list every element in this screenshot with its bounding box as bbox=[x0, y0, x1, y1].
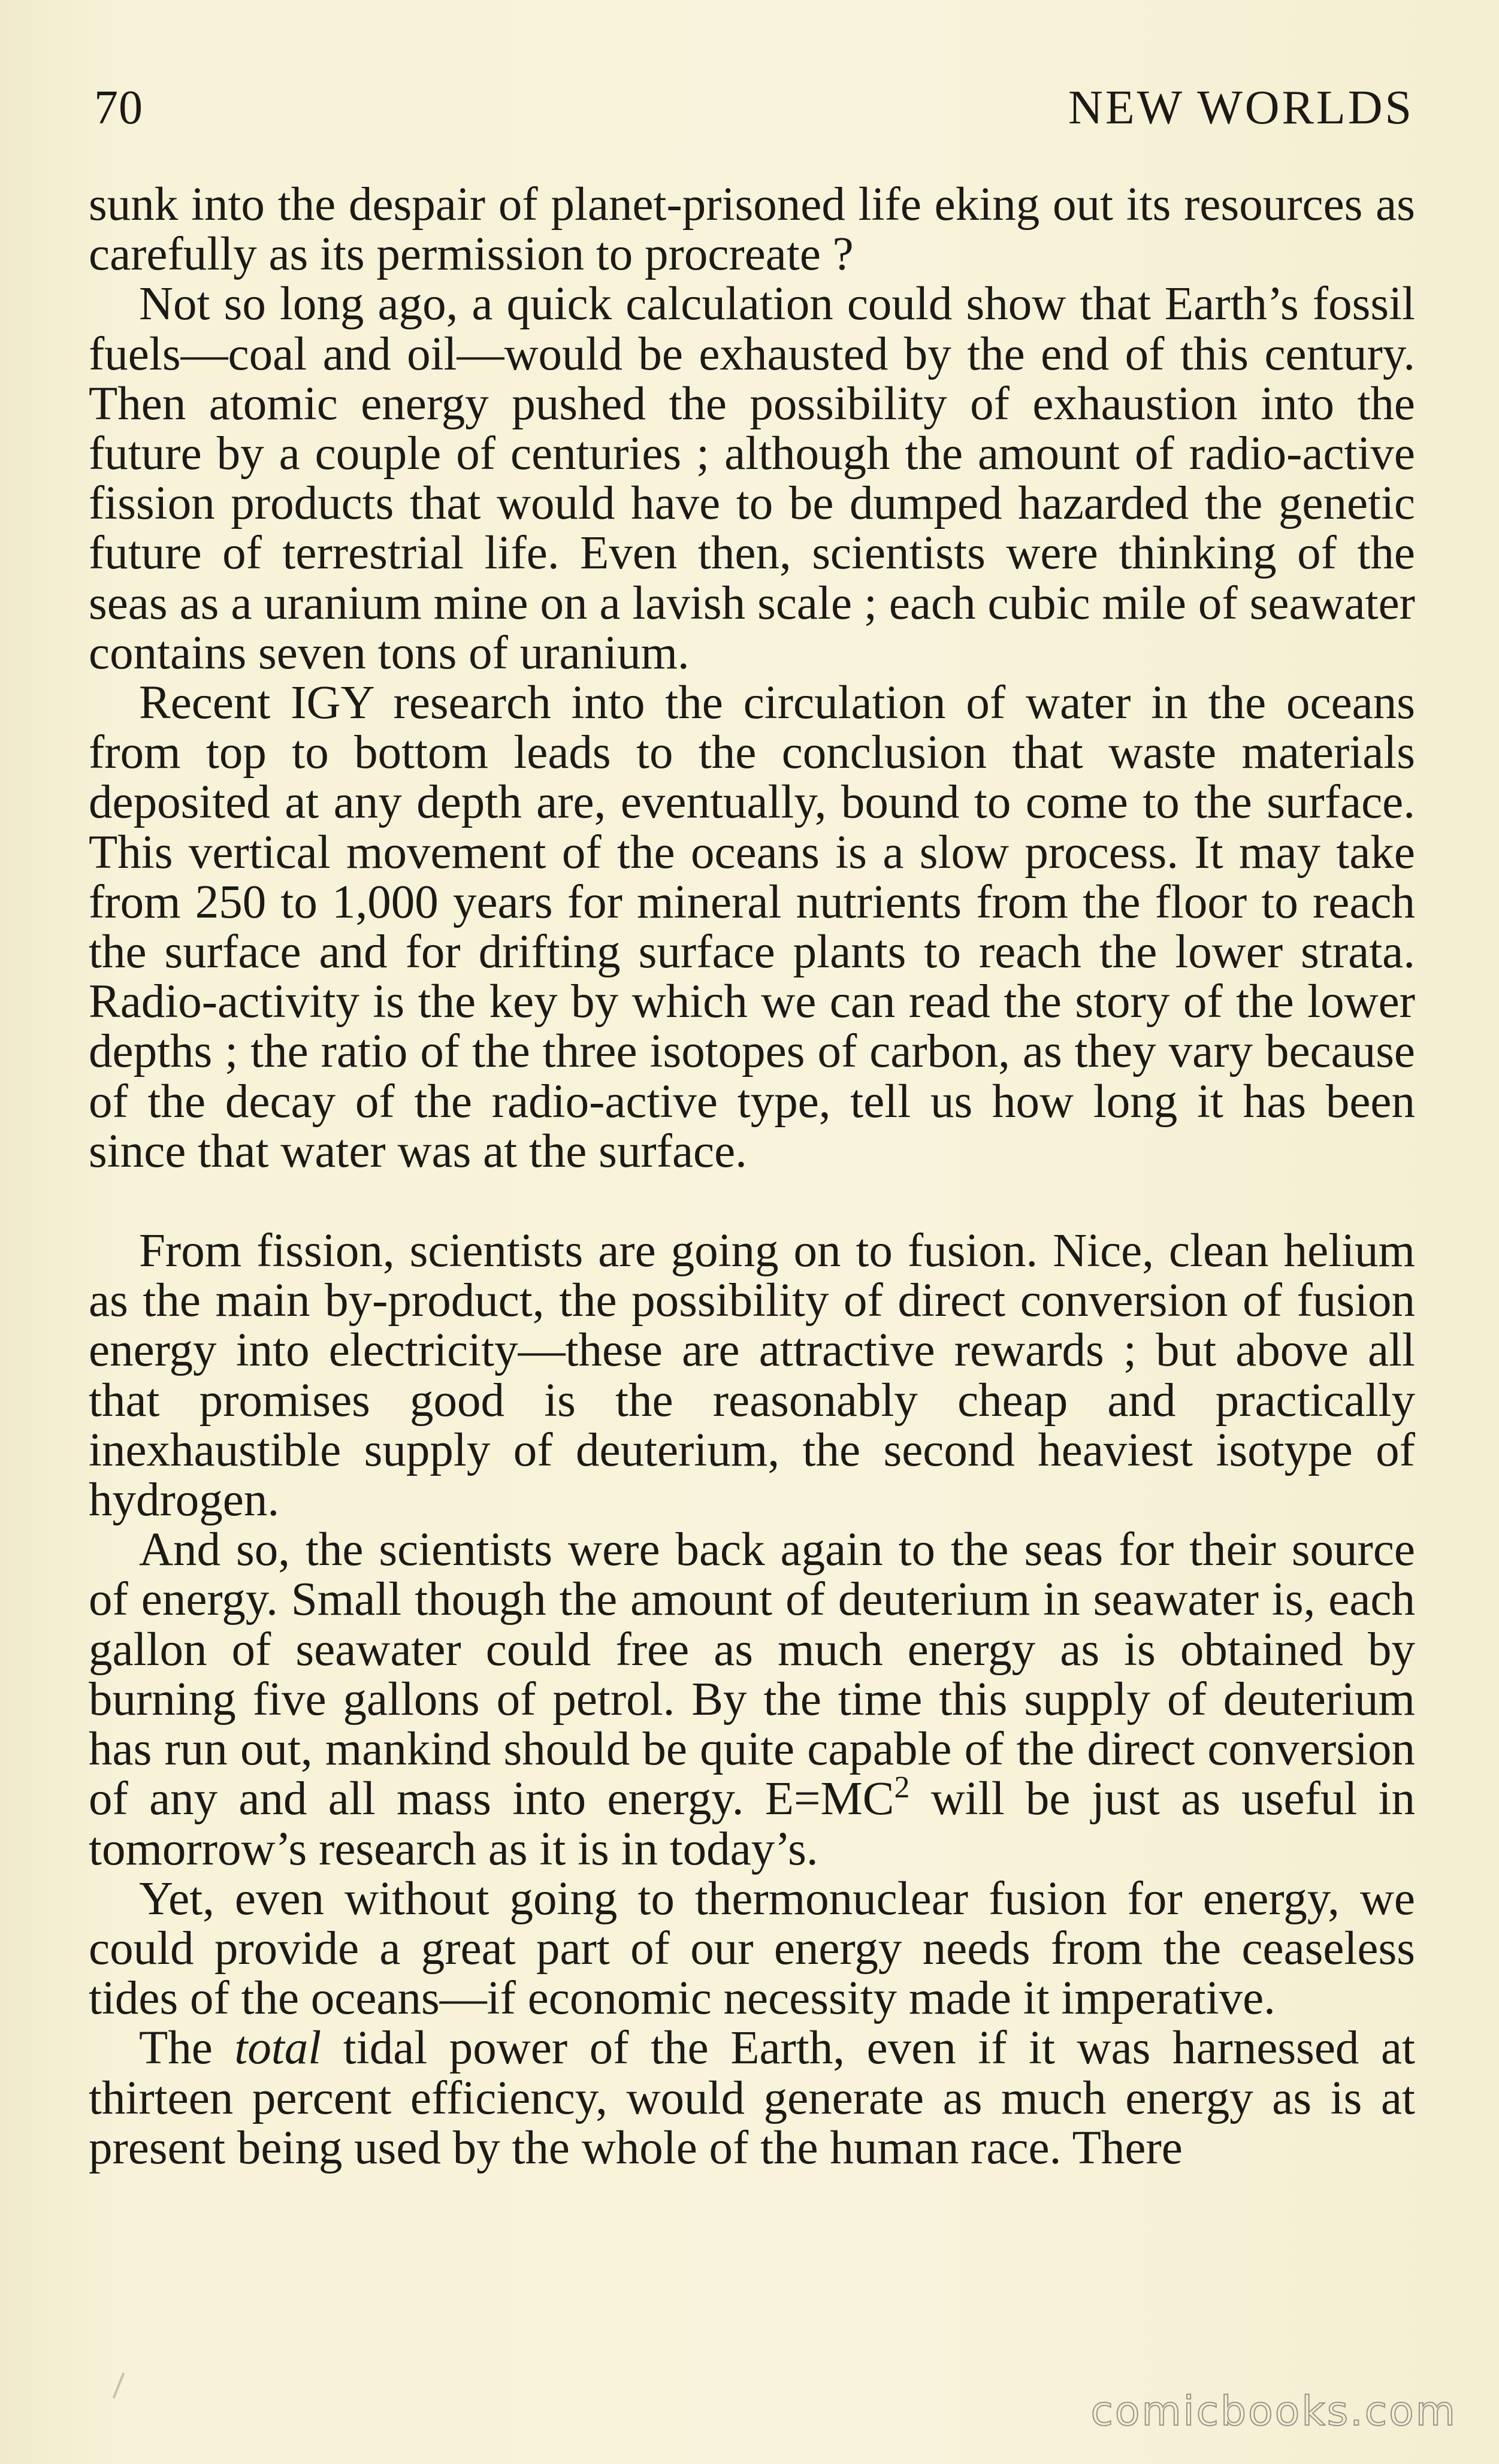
paragraph-deuterium-tail: will be just as useful in tomorrow’s research as it is in today’s. bbox=[89, 1773, 1415, 1875]
paragraph-igy-research: Recent IGY research into the circulation of water in the oceans from top to bottom leads to the conclusion that waste materials deposited at any depth are, eventually, bound to come to the surface. This vertical movement of the oceans is a slow process. It may take from 250 to 1,000 years for mineral nutrients from the floor to reach the surface and for drifting surface plants to reach the lower strata. Radio-activity is the key by which we can read the story of the lower depths ; the ratio of the three isotopes of carbon, as they vary because of the decay of the radio-active type, tell us how long it has been since that water was at the surface. bbox=[89, 677, 1415, 1177]
paragraph-deuterium bbox=[89, 1525, 1415, 1873]
paragraph-tides: Yet, even without going to thermonuclear fusion for energy, we could provide a great part of our energy needs from the ceaseless tides of the oceans—if economic necessity made it imperative. bbox=[89, 1872, 1415, 2025]
paragraph-tidal-power-lead: The bbox=[139, 2022, 235, 2075]
paragraph-tidal-power bbox=[89, 2023, 1415, 2173]
paragraph-fossil-fuels: Not so long ago, a quick calculation could show that Earth’s fossil fuels—coal and oil—would be exhausted by the end of this century. Then atomic energy pushed the possibility of exhaustion into the future by a couple of centuries ; although the amount of radio-active fission products that would have to be dumped hazarded the genetic future of terrestrial life. Even then, scientists were thinking of the seas as a uranium mine on a lavish scale ; each cubic mile of seawater contains seven tons of uranium. bbox=[89, 278, 1415, 679]
body-text bbox=[89, 180, 1415, 2173]
pencil-mark bbox=[113, 2372, 125, 2399]
paragraph-fusion: From fission, scientists are going on to fusion. Nice, clean helium as the main by-product, the possibility of direct conversion of fusion energy into electricity—these are attractive rewards ; but above all that promises good is the reasonably cheap and practically inexhaustible supply of deuterium, the second heaviest isotype of hydrogen. bbox=[89, 1225, 1415, 1527]
page-header bbox=[94, 78, 1414, 138]
running-title: NEW WORLDS bbox=[1068, 81, 1414, 134]
page-number: 70 bbox=[94, 81, 143, 134]
paragraph-deuterium-text: And so, the scientists were back again to the seas for their source of energy. Small though the amount of deuterium in seawater is, each gallon of seawater could free as much energy as is obtained by burning five gallons of petrol. By the time this supply of deuterium has run out, mankind should be quite capable of the direct conversion of any and all mass into energy. E=MC bbox=[89, 1524, 1415, 1826]
superscript-two: 2 bbox=[894, 1770, 910, 1805]
emphasis-total: total bbox=[234, 2022, 322, 2075]
paragraph-continued: sunk into the despair of planet-prisoned life eking out its resources as carefully as its permission to procreate ? bbox=[89, 178, 1415, 281]
paragraph-tidal-power-text: tidal power of the Earth, even if it was harnessed at thirteen percent efficiency, would generate as much energy as is at present being used by the whole of the human race. There bbox=[89, 2022, 1416, 2174]
watermark-logo: comicbooks.com bbox=[1090, 2388, 1457, 2435]
